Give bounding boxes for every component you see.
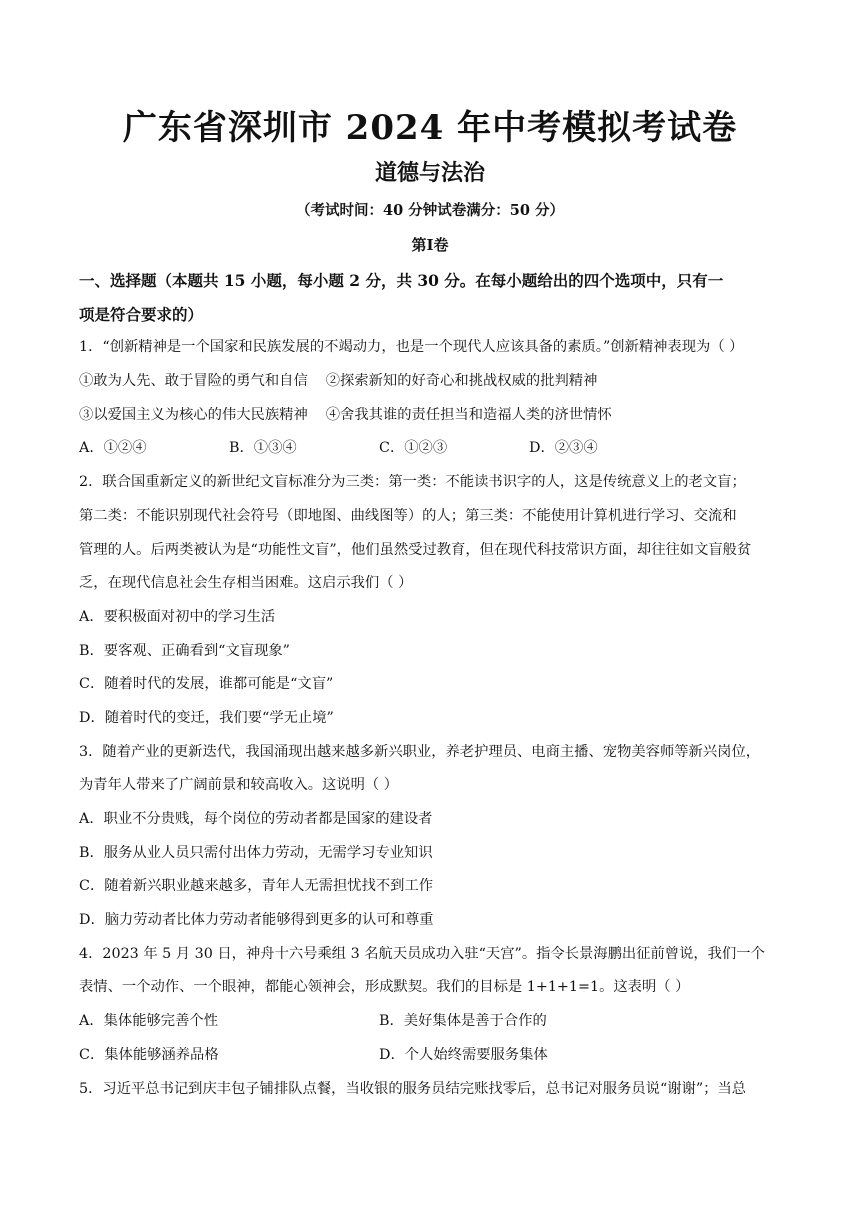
subject-title: 道德与法治 <box>374 160 485 186</box>
question-stem: 管理的人。后两类被认为是“功能性文盲”，他们虽然受过教育，但在现代科技常识方面，却往往如文盲般贫 <box>79 541 752 558</box>
option-c: C．集体能够涵养品格 <box>79 1046 219 1063</box>
question-stem: 3．随着产业的更新迭代，我国涌现出越来越多新兴职业，养老护理员、电商主播、宠物美容师等新兴岗位， <box>79 743 761 760</box>
options-row <box>79 1039 783 1073</box>
question-2 <box>79 466 783 736</box>
question-1 <box>79 331 783 466</box>
option-a: A．要积极面对初中的学习生活 <box>79 608 276 625</box>
option-a: A．①②④ <box>79 440 147 457</box>
option-b: B．美好集体是善于合作的 <box>379 1013 547 1030</box>
option-c: C．随着新兴职业越来越多，青年人无需担忧找不到工作 <box>79 878 434 895</box>
option-b: B．要客观、正确看到“文盲现象” <box>79 642 290 659</box>
section-heading-cont: 项是符合要求的） <box>79 304 204 324</box>
statement: ①敢为人先、敢于冒险的勇气和自信 <box>79 373 308 390</box>
section-heading: 一、选择题（本题共 15 小题，每小题 2 分，共 30 分。在每小题给出的四个选项中，只有一 <box>79 271 724 290</box>
statement-row <box>79 399 783 433</box>
question-stem: 4．2023 年 5 月 30 日，神舟十六号乘组 3 名航天员成功入驻“天宫”。指令长景海鹏出征前曾说，我们一个 <box>79 945 765 962</box>
option-d: D．脑力劳动者比体力劳动者能够得到更多的认可和尊重 <box>79 912 434 929</box>
question-stem: 表情、一个动作、一个眼神，都能心领神会，形成默契。我们的目标是 1+1+1=1。这表明（ ） <box>79 979 690 996</box>
statement: ②探索新知的好奇心和挑战权威的批判精神 <box>325 373 598 390</box>
question-4 <box>79 938 783 1073</box>
question-stem: 5．习近平总书记到庆丰包子铺排队点餐，当收银的服务员结完账找零后，总书记对服务员说“谢谢”；当总 <box>79 1080 747 1097</box>
options-row <box>79 1005 783 1039</box>
statement-row <box>79 365 783 399</box>
question-3 <box>79 736 783 938</box>
document-body <box>79 264 783 1106</box>
option-a: A．职业不分贵贱，每个岗位的劳动者都是国家的建设者 <box>79 811 433 827</box>
option-d: D．②③④ <box>529 440 598 457</box>
question-stem: 1．“创新精神是一个国家和民族发展的不竭动力，也是一个现代人应该具备的素质。”创新精神表现为（ ） <box>79 339 744 356</box>
statement: ④舍我其谁的责任担当和造福人类的济世情怀 <box>325 406 612 423</box>
document-title: 广东省深圳市 2024 年中考模拟考试卷 <box>122 108 738 148</box>
option-c: C．①②③ <box>379 440 448 457</box>
question-stem: 第二类：不能识别现代社会符号（即地图、曲线图等）的人；第三类：不能使用计算机进行学习、交流和 <box>79 507 737 524</box>
question-stem: 为青年人带来了广阔前景和较高收入。这说明（ ） <box>79 777 399 794</box>
option-a: A．集体能够完善个性 <box>79 1013 218 1030</box>
option-d: D．个人始终需要服务集体 <box>379 1046 548 1063</box>
option-c: C．随着时代的发展，谁都可能是“文盲” <box>79 676 334 693</box>
statement: ③以爱国主义为核心的伟大民族精神 <box>79 406 308 423</box>
option-b: B．①③④ <box>229 440 297 457</box>
option-b: B．服务从业人员只需付出体力劳动，无需学习专业知识 <box>79 844 433 861</box>
exam-info: （考试时间：40 分钟试卷满分：50 分） <box>296 202 564 219</box>
option-d: D．随着时代的变迁，我们要“学无止境” <box>79 709 334 726</box>
question-stem: 乏，在现代信息社会生存相当困难。这启示我们（ ） <box>79 575 413 592</box>
options-row <box>79 432 783 466</box>
volume-label: 第Ⅰ卷 <box>411 236 449 254</box>
question-5 <box>79 1073 783 1107</box>
question-stem: 2．联合国重新定义的新世纪文盲标准分为三类：第一类：不能读书识字的人，这是传统意义上的老文盲； <box>79 474 746 491</box>
